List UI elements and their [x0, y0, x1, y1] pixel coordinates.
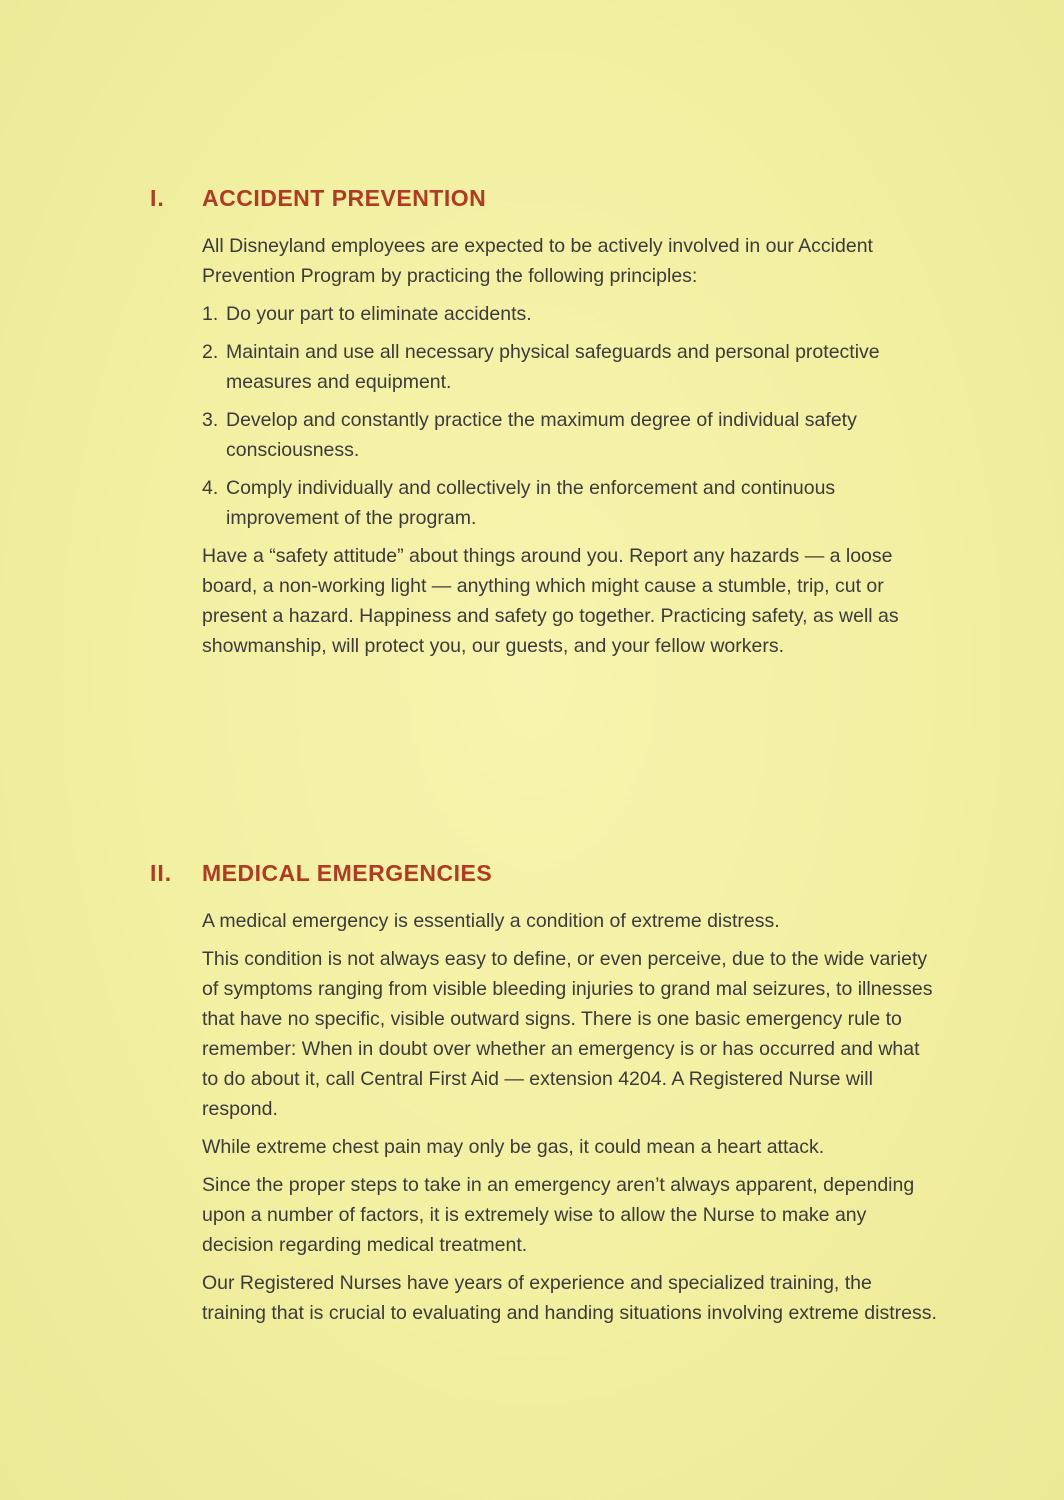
list-text: Maintain and use all necessary physical safeguards and personal protective measures and equipment. — [226, 341, 880, 393]
body-paragraph: While extreme chest pain may only be gas, it could mean a heart attack. — [202, 1136, 825, 1158]
list-number: 2. — [202, 341, 219, 363]
section-numeral: I. — [150, 185, 165, 211]
list-number: 4. — [202, 477, 219, 499]
section-heading — [150, 860, 940, 896]
body-paragraph: Our Registered Nurses have years of experience and specialized training, the training that is crucial to evaluating and handing situations involving extreme distress. — [202, 1272, 937, 1324]
intro-paragraph: All Disneyland employees are expected to be actively involved in our Accident Prevention Program by practicing the following principles: — [202, 235, 873, 287]
section-body — [202, 906, 940, 1328]
body-paragraph: A medical emergency is essentially a condition of extreme distress. — [202, 910, 780, 932]
section-title: ACCIDENT PREVENTION — [202, 185, 487, 211]
list-text: Develop and constantly practice the maximum degree of individual safety consciousness. — [226, 409, 857, 461]
list-text: Do your part to eliminate accidents. — [226, 303, 532, 325]
section-title: MEDICAL EMERGENCIES — [202, 860, 493, 886]
list-item — [202, 473, 940, 533]
section-numeral: II. — [150, 860, 173, 886]
list-text: Comply individually and collectively in the enforcement and continuous improvement of the program. — [226, 477, 836, 529]
section-body — [202, 231, 940, 661]
body-paragraph: Since the proper steps to take in an emergency aren’t always apparent, depending upon a number of factors, it is extremely wise to allow the Nurse to make any decision regarding medical treatment. — [202, 1174, 915, 1256]
closing-paragraph: Have a “safety attitude” about things around you. Report any hazards — a loose board, a non-working light — anything which might cause a stumble, trip, cut or present a hazard. Happiness and safety go together. Practicing safety, as well as showmanship, will protect you, our guests, and your fellow workers. — [202, 545, 899, 657]
section-medical-emergencies — [150, 860, 940, 1336]
list-number: 3. — [202, 409, 219, 431]
section-heading — [150, 185, 940, 221]
section-accident-prevention — [150, 185, 940, 669]
list-item — [202, 337, 940, 397]
list-number: 1. — [202, 303, 219, 325]
list-item — [202, 405, 940, 465]
list-item — [202, 299, 940, 329]
body-paragraph: This condition is not always easy to define, or even perceive, due to the wide variety of symptoms ranging from visible bleeding injuries to grand mal seizures, to illnesses that have no specific, visible outward signs. There is one basic emergency rule to remember: When in doubt over whether an emergency is or has occurred and what to do about it, call Central First Aid — extension 4204. A Registered Nurse will respond. — [202, 948, 933, 1120]
